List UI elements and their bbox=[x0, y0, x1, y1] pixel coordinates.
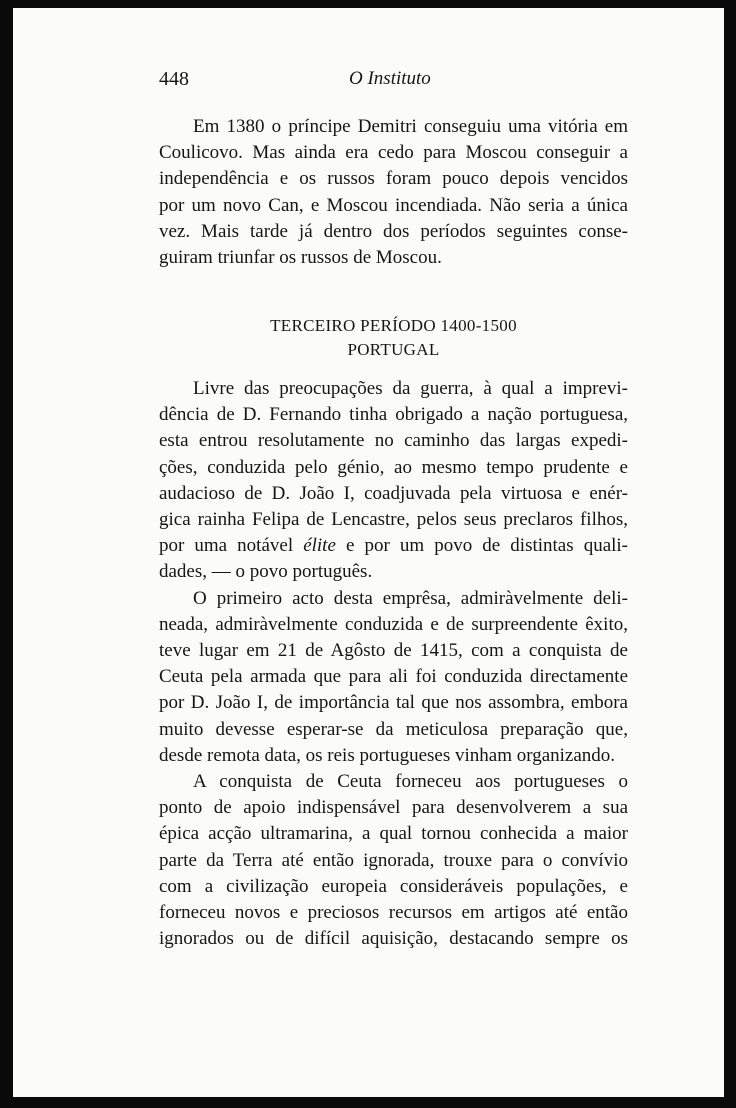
text-line: vez. Mais tarde já dentro dos períodos seguintes conse- bbox=[159, 220, 628, 242]
text-line: dades, — o povo português. bbox=[159, 561, 373, 583]
running-title: O Instituto bbox=[349, 68, 431, 89]
section-heading bbox=[159, 314, 628, 362]
text-line: ponto de apoio indispensável para desenvolverem a sua bbox=[159, 797, 628, 819]
text-line: Em 1380 o príncipe Demitri conseguiu uma vitória em bbox=[193, 116, 628, 137]
book-page bbox=[13, 8, 724, 1097]
text-line: por um novo Can, e Moscou incendiada. Não seria a única bbox=[159, 194, 628, 216]
text-line: desde remota data, os reis portugueses vinham organizando. bbox=[159, 744, 616, 766]
body-text bbox=[159, 376, 628, 952]
text-line: muito devesse esperar-se da meticulosa preparação que, bbox=[159, 718, 628, 740]
text-line: ignorados ou de difícil aquisição, destacando sempre os bbox=[159, 928, 628, 950]
text-line: neada, admiràvelmente conduzida e de surpreendente êxito, bbox=[159, 613, 628, 635]
text-line: independência e os russos foram pouco depois vencidos bbox=[159, 168, 628, 190]
text-line: com a civilização europeia consideráveis populações, e bbox=[159, 875, 628, 897]
paragraph-1 bbox=[159, 114, 628, 271]
text-line: audacioso de D. João I, coadjuvada pela virtuosa e enér- bbox=[159, 482, 628, 504]
text-fragment: e por um povo de distintas quali- bbox=[345, 535, 629, 557]
text-line: parte da Terra até então ignorada, trouxe para o convívio bbox=[159, 849, 628, 871]
text-line: teve lugar em 21 de Agôsto de 1415, com a conquista de bbox=[159, 640, 628, 662]
text-fragment: por uma notável bbox=[159, 535, 294, 557]
paragraph-4 bbox=[159, 769, 628, 952]
page-number: 448 bbox=[159, 68, 189, 90]
text-line: A conquista de Ceuta forneceu aos portugueses o bbox=[193, 771, 628, 793]
text-line: Coulicovo. Mas ainda era cedo para Moscou conseguir a bbox=[159, 142, 628, 164]
text-line: dência de D. Fernando tinha obrigado a nação portuguesa, bbox=[159, 404, 628, 426]
section-title: TERCEIRO PERÍODO 1400-1500 bbox=[270, 316, 517, 335]
page-header bbox=[13, 66, 724, 96]
text-line: O primeiro acto desta emprêsa, admiràvelmente deli- bbox=[193, 587, 628, 609]
text-line: épica acção ultramarina, a qual tornou conhecida a maior bbox=[159, 823, 628, 845]
text-line-with-italic bbox=[159, 533, 628, 559]
text-line: gica rainha Felipa de Lencastre, pelos seus preclaros filhos, bbox=[159, 509, 628, 531]
paragraph-2 bbox=[159, 376, 628, 586]
italic-word: élite bbox=[303, 535, 336, 557]
text-line: forneceu novos e preciosos recursos em artigos até então bbox=[159, 902, 628, 924]
text-line: Livre das preocupações da guerra, à qual a imprevi- bbox=[193, 378, 628, 399]
text-line: guiram triunfar os russos de Moscou. bbox=[159, 247, 442, 269]
text-line: Ceuta pela armada que para ali foi conduzida directamente bbox=[159, 666, 628, 688]
section-subtitle: PORTUGAL bbox=[347, 340, 440, 359]
text-line: por D. João I, de importância tal que nos assombra, embora bbox=[159, 692, 628, 714]
text-line: ções, conduzida pelo génio, ao mesmo tempo prudente e bbox=[159, 456, 628, 478]
paragraph-3 bbox=[159, 586, 628, 769]
text-line: esta entrou resolutamente no caminho das largas expedi- bbox=[159, 430, 628, 452]
